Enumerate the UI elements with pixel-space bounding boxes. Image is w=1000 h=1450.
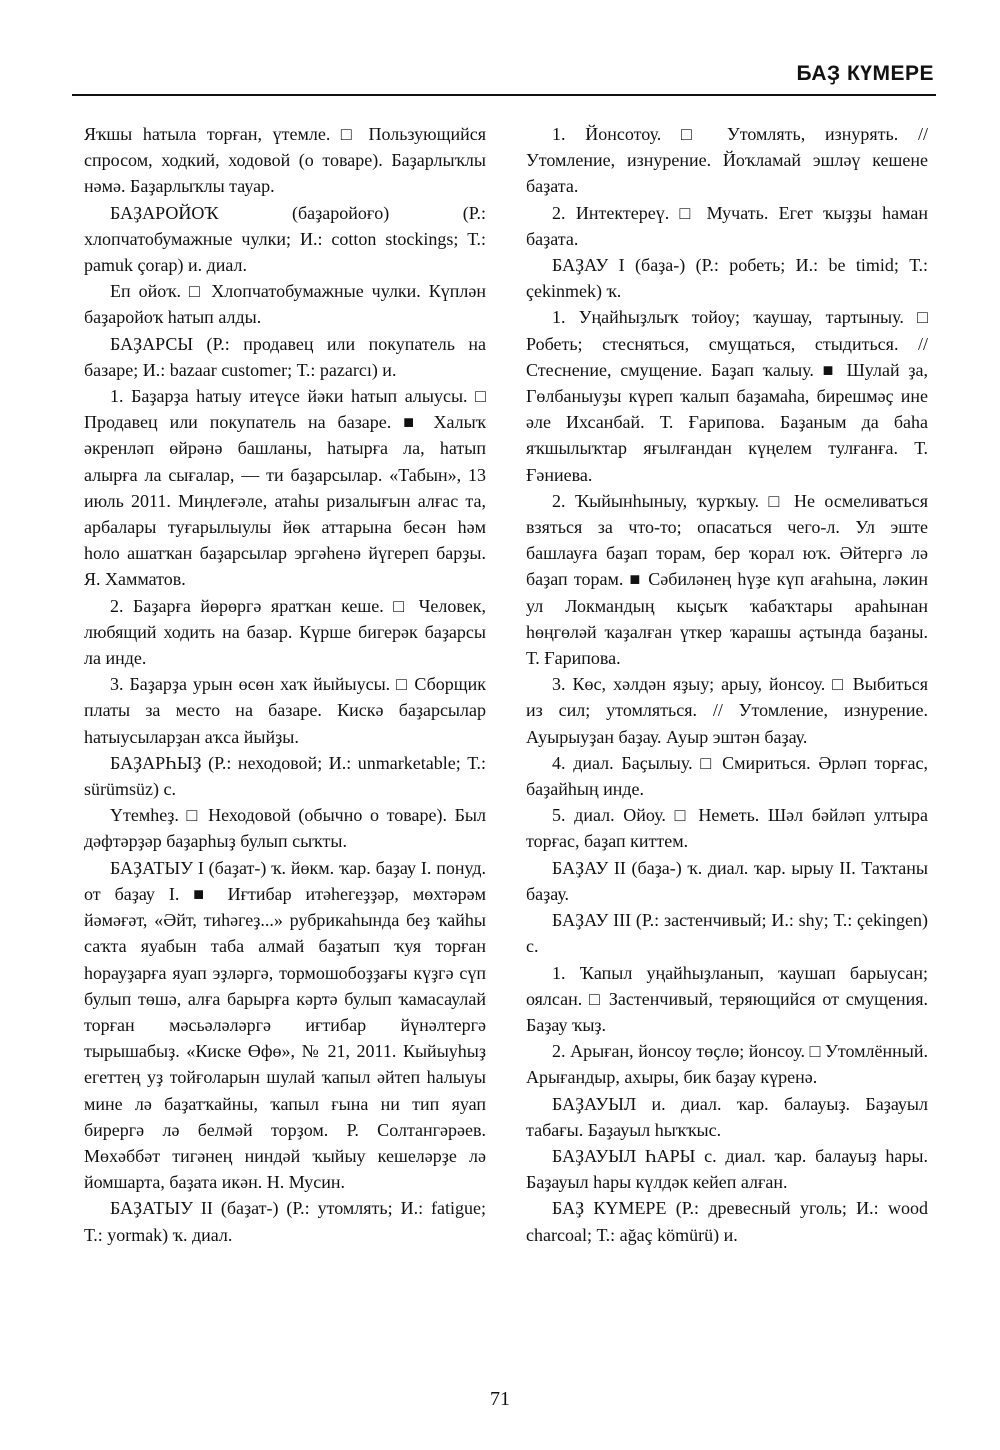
entry-paragraph: БАҘАУЫЛ ҺАРЫ с. диал. ҡар. балауыҙ һары. Баҙауыл һары күлдәк кейеп алған. bbox=[526, 1145, 928, 1193]
entry-paragraph: 1. Йонсотоу. □ Утомлять, изнурять. // Утомление, изнурение. Йоҡламай эшләү кешене баҙата. bbox=[526, 124, 928, 197]
entry-paragraph: Үтемһеҙ. □ Неходовой (обычно о товаре). Был дәфтәрҙәр баҙарһыҙ булып сыҡты. bbox=[84, 805, 486, 852]
entry-paragraph: БАҘАРСЫ (Р.: продавец или покупатель на базаре; И.: bazaar customer; Т.: pazarcı) и. bbox=[84, 333, 486, 380]
entry-paragraph: БАҘАТЫУ I (баҙат-) ҡ. йөкм. ҡар. баҙау I. понуд. от баҙау I. ■ Иғтибар итәһегеҙҙәр, мөхтәрәм йәмәғәт, «Әйт, тиһәгеҙ...» рубрикаһында беҙ ҡайһы саҡта яуабын таба алмай баҙатып ҡуя торған һорауҙарға яуап эҙләргә, тормошобоҙҙағы күҙгә сүп булып төшә, алға барырға кәртә булып ҡамасаулай торған мәсьәләләргә иғтибар йүнәлтергә тырышабыҙ. «Киске Өфө», № 21, 2011. Кыйыуһыҙ егеттең уҙ тойғоларын шулай ҡапыл әйтеп һалыуы мине лә баҙатҡайны, ҡапыл ғына ни тип яуап бирергә лә белмәй торҙом. Р. Солтангәрәев. Мөхәббәт тигәнең ниндәй ҡыйыу кешеләрҙе лә йомшарта, баҙата икән. Н. Мусин. bbox=[84, 857, 486, 1193]
entry-paragraph: Еп ойоҡ. □ Хлопчатобумажные чулки. Күплән баҙаройоҡ һатып алды. bbox=[84, 281, 486, 328]
entry-paragraph: БАҘАРҺЫҘ (Р.: неходовой; И.: unmarketable; Т.: sürümsüz) с. bbox=[84, 752, 486, 800]
entry-paragraph: 2. Баҙарға йөрөргә яратҡан кеше. □ Человек, любящий ходить на базар. Күрше бигерәк баҙарсы ла инде. bbox=[84, 595, 486, 669]
entry-paragraph: БАҘ КҮМЕРЕ (Р.: древесный уголь; И.: wood charcoal; Т.: ağaç kömürü) и. bbox=[526, 1198, 928, 1245]
running-head bbox=[72, 62, 936, 96]
left-column bbox=[84, 121, 486, 1248]
entry-paragraph: 5. диал. Ойоу. □ Неметь. Шәл бәйләп ултыра торғас, баҙап киттем. bbox=[526, 805, 928, 852]
entry-paragraph: 1. Баҙарҙа һатыу итеүсе йәки һатып алыусы. □ Продавец или покупатель на базаре. ■ Халыҡ әкренләп өйрәнә башланы, һатырға ла, һатып алырға ла сығалар, — ти баҙарсылар. «Табын», 13 июль 2011. Миңлеғәле, атаһы ризалығын алғас та, арбалары туғарылыулы йөк аттарына бесән һәм һоло ашатҡан баҙарсылар эргәһенә йүгереп барҙы. Я. Хамматов. bbox=[84, 386, 486, 590]
entry-paragraph: БАҘАУ II (баҙа-) ҡ. диал. ҡар. ырыу II. Таҡтаны баҙау. bbox=[526, 857, 928, 904]
running-head-text: БАҘ КҮМЕРЕ bbox=[796, 62, 934, 85]
entry-paragraph: 3. Баҙарҙа урын өсөн хаҡ йыйыусы. □ Сборщик платы за место на базаре. Кискә баҙарсылар һатыусыларҙан аҡса йыйҙы. bbox=[84, 674, 486, 747]
entry-paragraph: БАҘАУ III (Р.: застенчивый; И.: shy; Т.: çekingen) с. bbox=[526, 910, 928, 957]
entry-paragraph: 1. Ҡапыл уңайһыҙланып, ҡаушап барыусан; оялсан. □ Застенчивый, теряющийся от смущения. Баҙау ҡыҙ. bbox=[526, 962, 928, 1035]
entry-paragraph: БАҘАРОЙОҠ (баҙаройоғо) (Р.: хлопчатобумажные чулки; И.: cotton stockings; Т.: pamuk çorap) и. диал. bbox=[84, 202, 486, 276]
entry-paragraph: 2. Арыған, йонсоу төҫлө; йонсоу. □ Утомлённый. Арығандыр, ахыры, бик баҙау күренә. bbox=[526, 1041, 928, 1088]
entry-paragraph: БАҘАУЫЛ и. диал. ҡар. балауыҙ. Баҙауыл табағы. Баҙауыл һыҡҡыс. bbox=[526, 1093, 928, 1140]
entry-paragraph: 2. Ҡыйынһыныу, ҡурҡыу. □ Не осмеливаться взяться за что-то; опасаться чего-л. Ул эште башлауға баҙап торам, бер ҡорал юҡ. Әйтергә лә баҙап торам. ■ Сәбиләнең һүҙе күп ағаһына, ләкин ул Локмандың кыҫыҡ ҡабаҡтары араһынан һөңгөләй ҡаҙалған үткер ҡарашы аҫтында баҙаны. Т. Ғарипова. bbox=[526, 490, 928, 669]
entry-paragraph: Яҡшы һатыла торған, үтемле. □ Пользующийся спросом, ходкий, ходовой (о товаре). Баҙарлыҡлы нәмә. Баҙарлыҡлы тауар. bbox=[84, 124, 486, 197]
entry-paragraph: 2. Интектереү. □ Мучать. Егет ҡыҙҙы һаман баҙата. bbox=[526, 202, 928, 249]
entry-paragraph: 3. Көс, хәлдән яҙыу; арыу, йонсоу. □ Выбиться из сил; утомляться. // Утомление, изнурение. Ауырыуҙан баҙау. Ауыр эштән баҙау. bbox=[526, 674, 928, 747]
entry-paragraph: 1. Уңайһыҙлыҡ тойоу; ҡаушау, тартыныу. □ Робеть; стесняться, смущаться, стыдиться. // Стеснение, смущение. Баҙап ҡалыу. ■ Шулай ҙа, Гөлбаныуҙы күреп ҡалып баҙамаһа, бирешмәҫ ине әле Ихсанбай. Т. Ғарипова. Баҙаным да баһа яҡшылыҡтар яғылғандан күңелем тулғанға. Т. Ғәниева. bbox=[526, 307, 928, 485]
right-column bbox=[526, 121, 928, 1248]
entry-paragraph: 4. диал. Баҫылыу. □ Смириться. Әрләп торғас, баҙайһың инде. bbox=[526, 752, 928, 800]
entry-paragraph: БАҘАТЫУ II (баҙат-) (Р.: утомлять; И.: fatigue; Т.: yormak) ҡ. диал. bbox=[84, 1198, 486, 1245]
entry-paragraph: БАҘАУ I (баҙа-) (Р.: робеть; И.: be timid; Т.: çekinmek) ҡ. bbox=[526, 255, 928, 302]
page-number: 71 bbox=[490, 1388, 510, 1410]
